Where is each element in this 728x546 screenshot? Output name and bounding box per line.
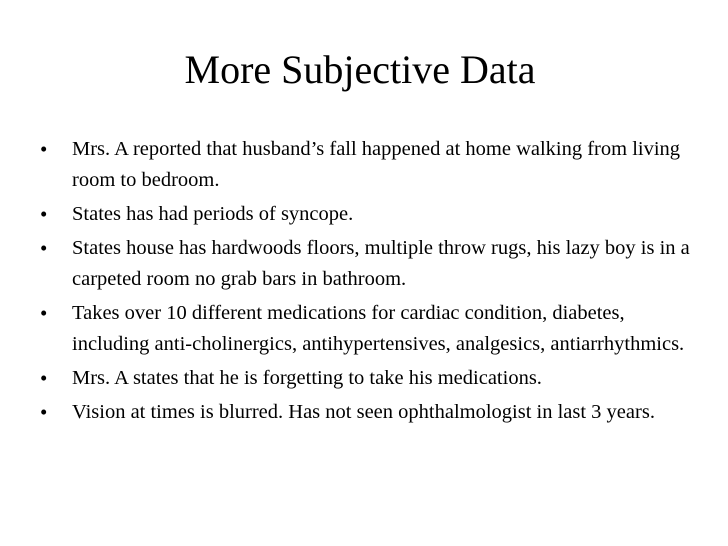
bullet-item bbox=[40, 199, 700, 230]
bullet-text: Mrs. A reported that husband’s fall happened at home walking from living room to bedroom. bbox=[72, 138, 681, 191]
slide-title: More Subjective Data bbox=[184, 47, 536, 92]
bullet-item bbox=[40, 298, 700, 360]
bullet-text: Takes over 10 different medications for cardiac condition, diabetes, including anti-cholinergics, antihypertensives, analgesics, antiarrhythmics. bbox=[72, 302, 685, 355]
bullet-icon: • bbox=[40, 400, 48, 424]
bullet-item bbox=[40, 363, 700, 394]
bullet-text: Vision at times is blurred. Has not seen ophthalmologist in last 3 years. bbox=[72, 401, 655, 423]
bullet-icon: • bbox=[40, 137, 48, 161]
bullet-list bbox=[40, 134, 700, 431]
bullet-icon: • bbox=[40, 236, 48, 260]
bullet-text: States has had periods of syncope. bbox=[72, 203, 354, 225]
bullet-icon: • bbox=[40, 301, 48, 325]
bullet-icon: • bbox=[40, 366, 48, 390]
bullet-text: Mrs. A states that he is forgetting to take his medications. bbox=[72, 367, 542, 389]
bullet-item bbox=[40, 134, 700, 196]
bullet-item bbox=[40, 397, 700, 428]
bullet-text: States house has hardwoods floors, multiple throw rugs, his lazy boy is in a carpeted room no grab bars in bathroom. bbox=[72, 237, 690, 290]
bullet-icon: • bbox=[40, 202, 48, 226]
bullet-item bbox=[40, 233, 700, 295]
